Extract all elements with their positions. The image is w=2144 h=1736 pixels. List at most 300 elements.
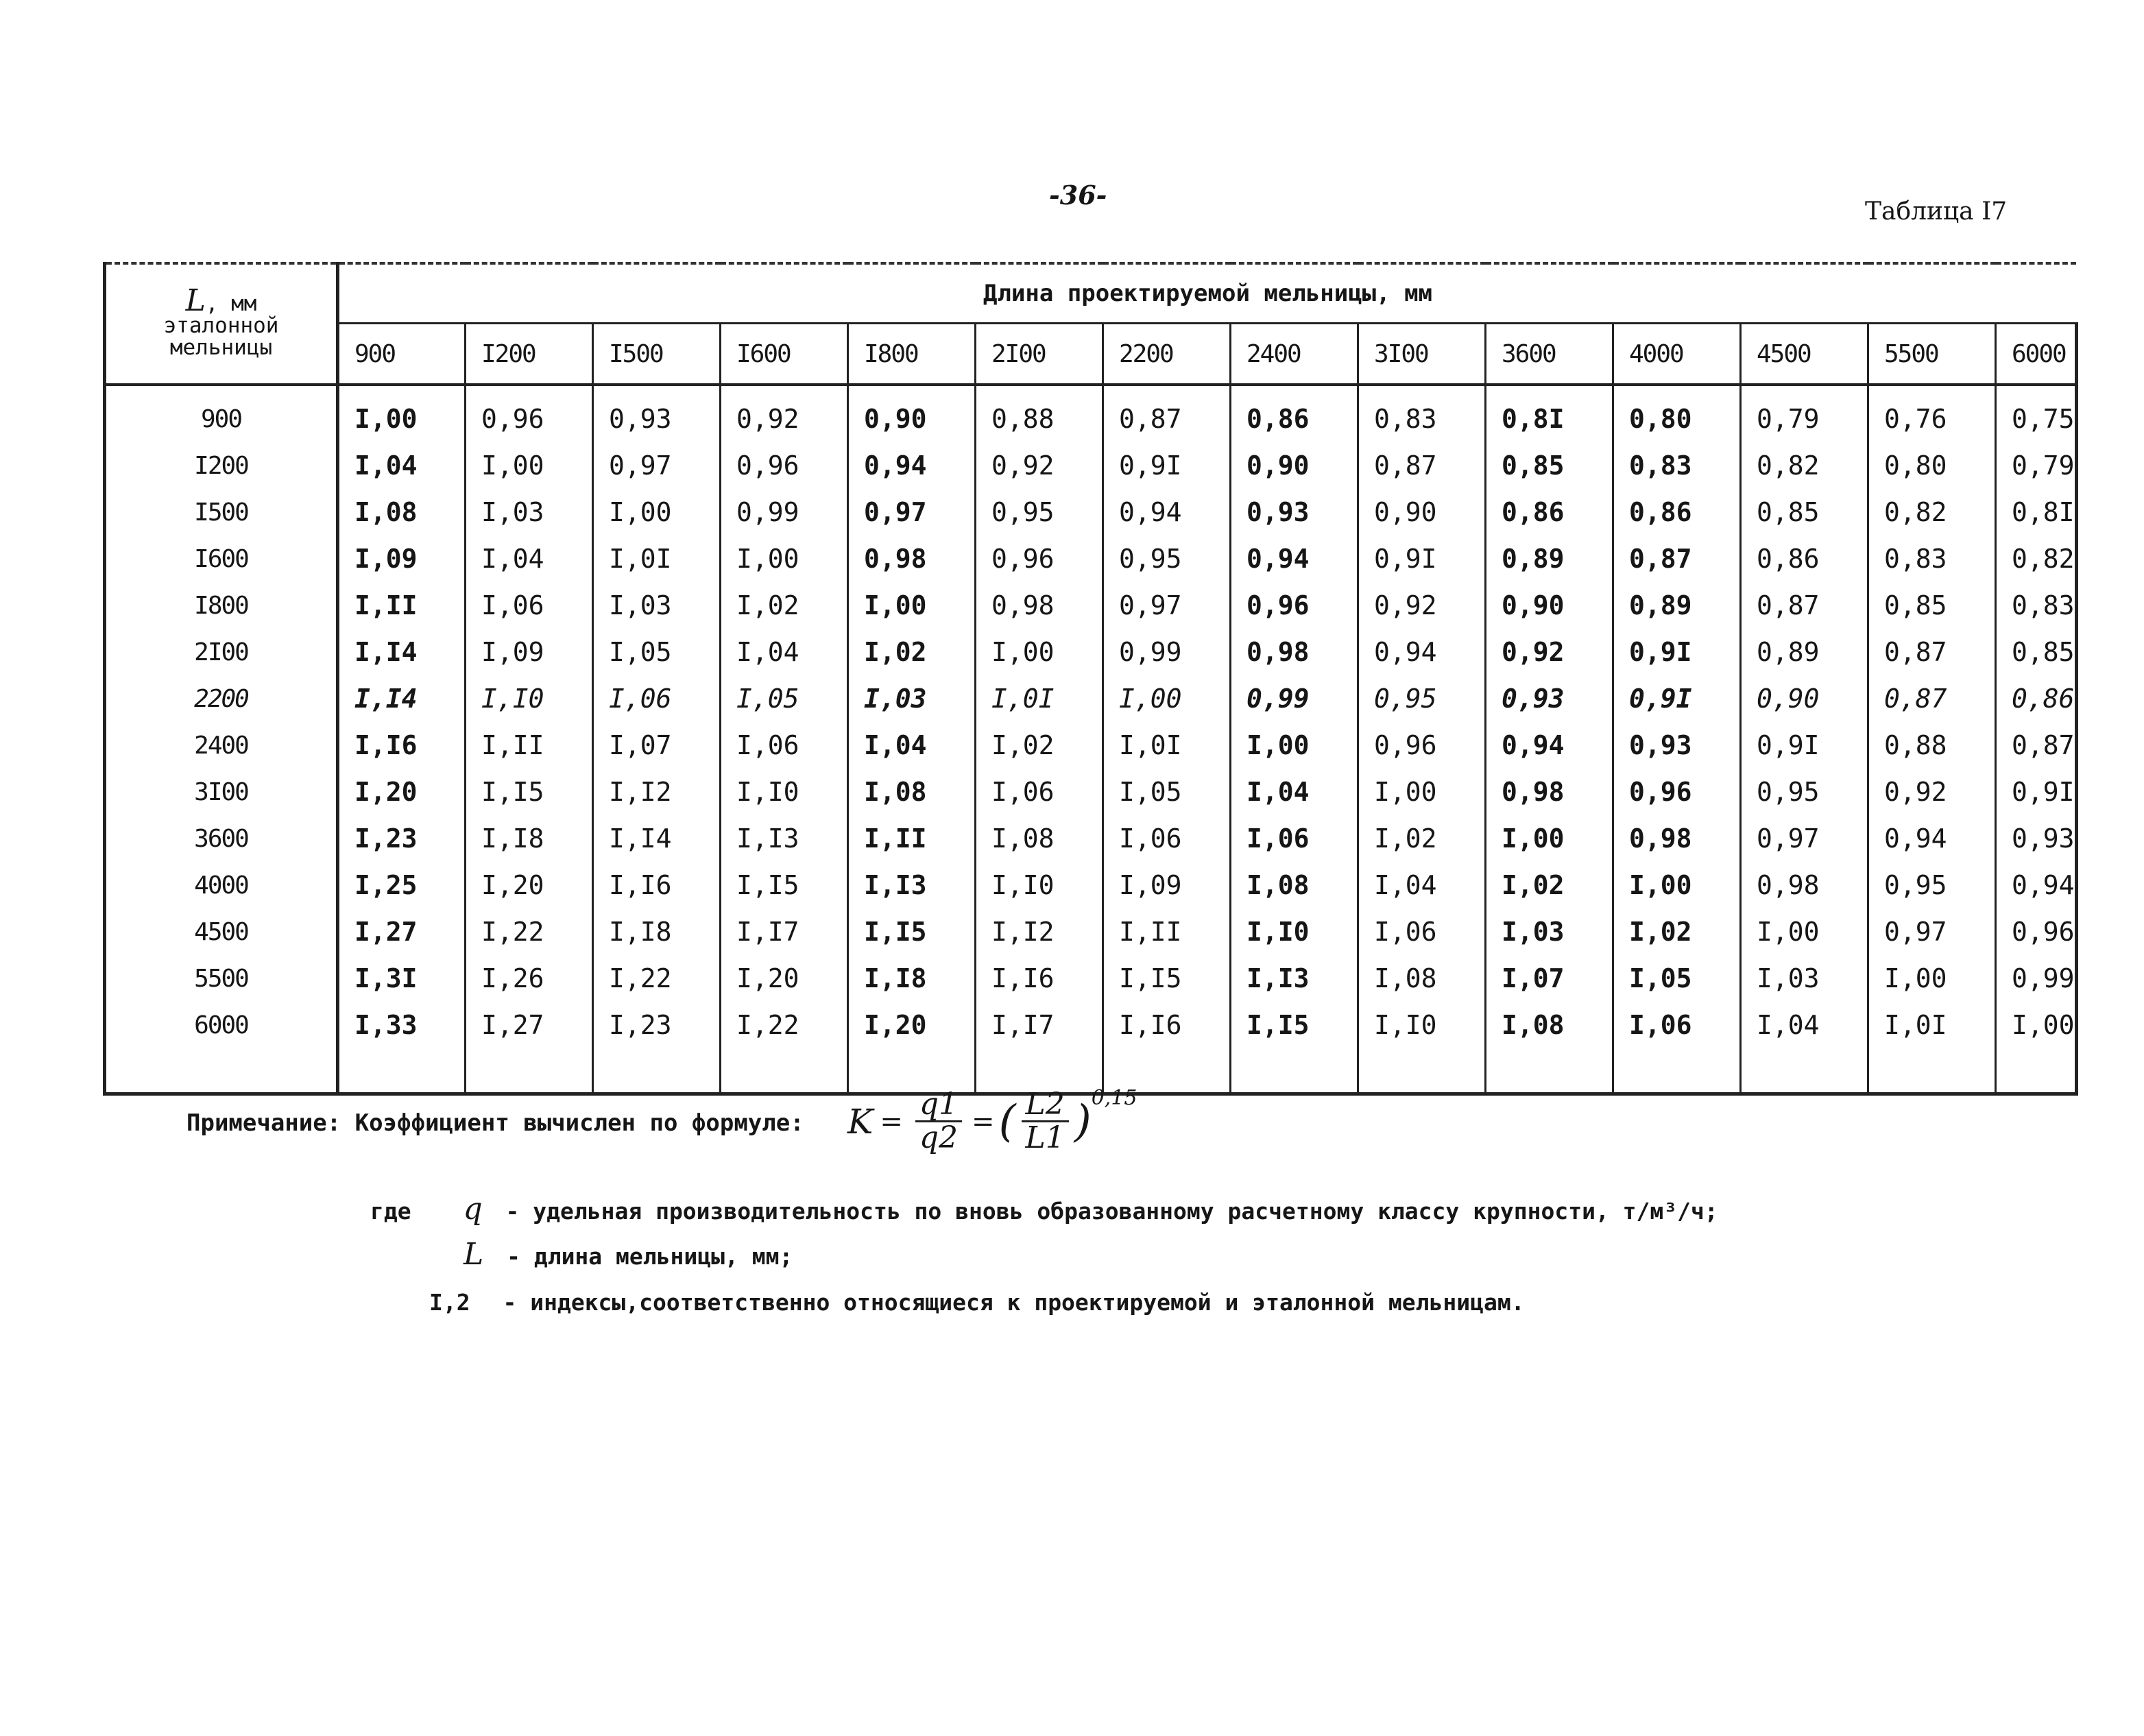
tail-cell [1868,1048,1996,1094]
table-cell: I,06 [1231,815,1358,862]
table-cell: I,20 [848,1002,976,1048]
where-q-symbol: q [463,1192,483,1227]
where-l-text: - длина мельницы, мм; [507,1243,793,1270]
column-header: 6000 [1996,324,2077,385]
spacer-cell [848,385,976,396]
table-tail-row [105,1048,2077,1094]
table-cell: 0,99 [1996,955,2077,1002]
table-cell: I,02 [1486,862,1613,908]
row-label: I500 [105,489,338,535]
where-l-symbol: L [463,1237,484,1272]
where-lead: где [370,1198,411,1225]
table-cell: I,05 [721,675,848,722]
table-cell: 0,80 [1613,396,1741,442]
tail-cell [1741,1048,1868,1094]
column-header: 2200 [1103,324,1231,385]
table-row [105,489,2077,535]
tail-cell [1231,1048,1358,1094]
corner-l-symbol: L [185,282,206,318]
table-cell: I,00 [1996,1002,2077,1048]
table-cell: I,07 [1486,955,1613,1002]
table-cell: 0,93 [1996,815,2077,862]
table-row [105,722,2077,769]
table-cell: 0,8I [1996,489,2077,535]
formula [847,1086,1137,1155]
table-cell: I,23 [593,1002,721,1048]
table-cell: 0,96 [1231,582,1358,629]
where-q-text: - удельная производительность по вновь образованному расчетному классу крупности, т/м³/ч; [505,1198,1718,1225]
row-label: 6000 [105,1002,338,1048]
table-cell: 0,95 [1741,769,1868,815]
table-cell: 0,9I [1358,535,1486,582]
row-label: 900 [105,396,338,442]
coefficient-table-wrapper [103,262,2078,1096]
coefficient-table [103,262,2078,1096]
table-cell: I,08 [1358,955,1486,1002]
table-cell: I,I8 [848,955,976,1002]
table-cell: I,I4 [593,815,721,862]
table-cell: 0,98 [1486,769,1613,815]
table-cell: I,II [848,815,976,862]
spacer-cell [1486,385,1613,396]
table-cell: I,I0 [721,769,848,815]
corner-line-3: мельницы [169,335,273,360]
table-cell: 0,97 [1103,582,1231,629]
table-cell: 0,76 [1868,396,1996,442]
table-cell: I,09 [466,629,593,675]
table-cell: I,06 [1358,908,1486,955]
table-cell: 0,94 [848,442,976,489]
table-cell: I,I0 [466,675,593,722]
table-cell: 0,99 [721,489,848,535]
column-header: 3I00 [1358,324,1486,385]
spacer-cell [1231,385,1358,396]
table-cell: I,00 [721,535,848,582]
table-cell: 0,94 [1358,629,1486,675]
spacer-cell [1103,385,1231,396]
table-cell: 0,96 [721,442,848,489]
table-cell: I,05 [1613,955,1741,1002]
table-cell: 0,94 [1103,489,1231,535]
table-cell: I,05 [1103,769,1231,815]
table-cell: I,I0 [1358,1002,1486,1048]
table-row [105,535,2077,582]
table-cell: I,04 [1231,769,1358,815]
table-cell: 0,92 [1868,769,1996,815]
formula-fraction-l [1022,1089,1069,1154]
table-cell: I,03 [1741,955,1868,1002]
table-cell: I,00 [1868,955,1996,1002]
table-cell: 0,93 [1486,675,1613,722]
table-cell: I,I5 [848,908,976,955]
table-cell: I,07 [593,722,721,769]
table-cell: I,04 [721,629,848,675]
table-row [105,815,2077,862]
table-cell: I,08 [1486,1002,1613,1048]
table-cell: 0,99 [1103,629,1231,675]
table-cell: I,23 [338,815,466,862]
table-cell: I,27 [466,1002,593,1048]
table-cell: 0,83 [1358,396,1486,442]
spacer-cell [1996,385,2077,396]
corner-line-2: эталонной [163,313,279,338]
row-label: 3600 [105,815,338,862]
table-cell: 0,88 [1868,722,1996,769]
table-cell: 0,93 [593,396,721,442]
table-cell: 0,83 [1996,582,2077,629]
table-cell: 0,82 [1741,442,1868,489]
table-cell: 0,86 [1613,489,1741,535]
table-cell: 0,9I [1613,629,1741,675]
table-cell: 0,90 [848,396,976,442]
table-cell: I,00 [1231,722,1358,769]
column-header: 2I00 [976,324,1103,385]
spacer-cell [976,385,1103,396]
table-cell: 0,87 [1741,582,1868,629]
tail-cell [1358,1048,1486,1094]
table-cell: I,00 [1103,675,1231,722]
table-row [105,582,2077,629]
table-row [105,955,2077,1002]
table-cell: 0,89 [1741,629,1868,675]
table-cell: 0,96 [1996,908,2077,955]
table-cell: I,I0 [976,862,1103,908]
table-cell: I,02 [1358,815,1486,862]
table-cell: I,03 [1486,908,1613,955]
table-cell: I,02 [1613,908,1741,955]
table-cell: I,04 [1741,1002,1868,1048]
table-cell: 0,95 [1358,675,1486,722]
table-cell: I,20 [466,862,593,908]
table-cell: 0,90 [1231,442,1358,489]
table-cell: 0,85 [1741,489,1868,535]
table-cell: 0,98 [1231,629,1358,675]
spacer-cell [593,385,721,396]
table-cell: I,06 [466,582,593,629]
table-cell: I,I4 [338,629,466,675]
where-line-q [370,1192,1718,1227]
table-cell: I,00 [1613,862,1741,908]
table-cell: 0,87 [1868,675,1996,722]
table-cell: 0,97 [593,442,721,489]
table-cell: I,33 [338,1002,466,1048]
table-cell: 0,86 [1486,489,1613,535]
table-cell: 0,87 [1996,722,2077,769]
table-cell: I,03 [593,582,721,629]
row-label: 4500 [105,908,338,955]
table-cell: 0,83 [1613,442,1741,489]
table-cell: 0,96 [976,535,1103,582]
column-header: 2400 [1231,324,1358,385]
table-cell: I,I6 [976,955,1103,1002]
row-label: I800 [105,582,338,629]
spacer-cell [1868,385,1996,396]
table-cell: 0,93 [1613,722,1741,769]
column-header: 4500 [1741,324,1868,385]
table-row [105,675,2077,722]
table-cell: I,0I [1868,1002,1996,1048]
table-cell: 0,9I [1613,675,1741,722]
row-label: 2200 [105,675,338,722]
table-cell: I,II [466,722,593,769]
table-cell: I,08 [976,815,1103,862]
table-cell: I,I5 [721,862,848,908]
formula-eq-2: = [972,1105,995,1137]
table-cell: I,08 [1231,862,1358,908]
note-text: Примечание: Коэффициент вычислен по формуле: [186,1109,804,1137]
table-cell: 0,94 [1231,535,1358,582]
table-row [105,629,2077,675]
table-cell: I,06 [721,722,848,769]
table-cell: 0,86 [1741,535,1868,582]
table-cell: 0,92 [721,396,848,442]
table-cell: 0,95 [1103,535,1231,582]
table-cell: 0,94 [1868,815,1996,862]
column-header: 900 [338,324,466,385]
table-cell: I,00 [1741,908,1868,955]
table-cell: 0,94 [1996,862,2077,908]
group-header: Длина проектируемой мельницы, мм [338,263,2077,324]
spacer-cell [1613,385,1741,396]
page-number: -36- [1049,180,1107,210]
corner-unit: , мм [205,291,257,316]
table-cell: 0,89 [1613,582,1741,629]
table-cell: I,08 [848,769,976,815]
table-cell: I,04 [338,442,466,489]
spacer-cell [338,385,466,396]
table-cell: I,02 [848,629,976,675]
table-row [105,908,2077,955]
column-header: I200 [466,324,593,385]
table-cell: I,II [1103,908,1231,955]
table-cell: I,25 [338,862,466,908]
table-cell: I,I3 [721,815,848,862]
formula-k: K [847,1101,874,1142]
table-cell: I,04 [848,722,976,769]
table-cell: I,27 [338,908,466,955]
table-cell: I,06 [593,675,721,722]
table-cell: 0,85 [1486,442,1613,489]
formula-rparen: ) [1074,1096,1092,1147]
table-cell: I,I7 [976,1002,1103,1048]
table-body [105,385,2077,1094]
table-spacer-row [105,385,2077,396]
table-cell: 0,85 [1996,629,2077,675]
table-cell: 0,96 [1613,769,1741,815]
table-cell: I,08 [338,489,466,535]
column-header-row [105,324,2077,385]
table-row [105,769,2077,815]
table-cell: 0,86 [1996,675,2077,722]
spacer-cell [1358,385,1486,396]
table-cell: 0,79 [1996,442,2077,489]
table-cell: I,09 [1103,862,1231,908]
formula-lparen: ( [998,1096,1016,1147]
formula-fraction-q [915,1089,962,1154]
table-cell: I,22 [466,908,593,955]
row-label: 5500 [105,955,338,1002]
tail-cell [1996,1048,2077,1094]
table-cell: 0,92 [976,442,1103,489]
table-row [105,396,2077,442]
table-cell: 0,82 [1868,489,1996,535]
table-cell: I,00 [338,396,466,442]
table-cell: 0,97 [1741,815,1868,862]
tail-cell [1486,1048,1613,1094]
tail-cell [466,1048,593,1094]
table-cell: 0,80 [1868,442,1996,489]
table-cell: 0,87 [1613,535,1741,582]
table-cell: I,I5 [466,769,593,815]
table-cell: 0,97 [848,489,976,535]
table-cell: I,I3 [848,862,976,908]
table-cell: I,03 [848,675,976,722]
table-cell: I,0I [976,675,1103,722]
where-line-l [463,1237,793,1272]
table-row [105,442,2077,489]
table-cell: 0,95 [1868,862,1996,908]
table-cell: I,00 [593,489,721,535]
table-cell: I,0I [1103,722,1231,769]
table-cell: I,09 [338,535,466,582]
table-cell: 0,87 [1358,442,1486,489]
table-cell: 0,8I [1486,396,1613,442]
table-cell: I,00 [466,442,593,489]
table-cell: 0,87 [1103,396,1231,442]
table-cell: I,20 [338,769,466,815]
spacer-cell [1741,385,1868,396]
table-cell: 0,9I [1996,769,2077,815]
table-cell: I,I7 [721,908,848,955]
table-cell: I,00 [976,629,1103,675]
table-cell: I,02 [976,722,1103,769]
table-cell: 0,98 [976,582,1103,629]
table-cell: 0,85 [1868,582,1996,629]
table-cell: 0,90 [1358,489,1486,535]
tail-cell [721,1048,848,1094]
table-cell: 0,98 [1741,862,1868,908]
table-cell: I,I6 [338,722,466,769]
tail-cell [1613,1048,1741,1094]
table-cell: I,3I [338,955,466,1002]
table-cell: 0,96 [466,396,593,442]
table-cell: I,03 [466,489,593,535]
table-row [105,1002,2077,1048]
table-cell: 0,98 [1613,815,1741,862]
table-cell: I,I3 [1231,955,1358,1002]
table-cell: 0,92 [1358,582,1486,629]
spacer-cell [105,385,338,396]
table-cell: I,20 [721,955,848,1002]
table-cell: 0,79 [1741,396,1868,442]
table-row [105,862,2077,908]
table-cell: I,00 [1358,769,1486,815]
column-header: 5500 [1868,324,1996,385]
spacer-cell [721,385,848,396]
table-cell: I,I2 [976,908,1103,955]
corner-header [105,263,338,385]
where-index-text: - индексы,соответственно относящиеся к проектируемой и эталонной мельницам. [503,1289,1525,1316]
table-cell: 0,90 [1741,675,1868,722]
table-caption: Таблица I7 [1865,197,2008,226]
table-cell: I,04 [1358,862,1486,908]
row-label: I200 [105,442,338,489]
table-cell: I,22 [593,955,721,1002]
table-cell: I,00 [1486,815,1613,862]
table-cell: 0,89 [1486,535,1613,582]
table-cell: I,I6 [1103,1002,1231,1048]
table-cell: 0,87 [1868,629,1996,675]
column-header: I500 [593,324,721,385]
table-cell: I,06 [1103,815,1231,862]
table-cell: 0,97 [1868,908,1996,955]
formula-num-q: q1 [915,1089,962,1122]
row-label: 3I00 [105,769,338,815]
tail-cell [338,1048,466,1094]
table-cell: 0,82 [1996,535,2077,582]
table-cell: I,05 [593,629,721,675]
where-index-symbol: I,2 [429,1289,470,1316]
table-cell: 0,75 [1996,396,2077,442]
table-cell: I,22 [721,1002,848,1048]
table-cell: I,00 [848,582,976,629]
tail-cell [593,1048,721,1094]
table-cell: 0,95 [976,489,1103,535]
table-cell: 0,98 [848,535,976,582]
row-label: I600 [105,535,338,582]
table-cell: 0,92 [1486,629,1613,675]
formula-den-q: q2 [919,1120,959,1155]
table-cell: 0,88 [976,396,1103,442]
column-header: I800 [848,324,976,385]
table-cell: 0,90 [1486,582,1613,629]
table-cell: 0,94 [1486,722,1613,769]
table-cell: I,I4 [338,675,466,722]
formula-exponent: 0,15 [1091,1086,1137,1110]
table-cell: 0,96 [1358,722,1486,769]
table-cell: I,0I [593,535,721,582]
table-cell: I,I0 [1231,908,1358,955]
formula-den-l: L1 [1025,1120,1065,1155]
row-label: 2400 [105,722,338,769]
spacer-cell [466,385,593,396]
table-cell: I,04 [466,535,593,582]
table-cell: I,I8 [466,815,593,862]
formula-num-l: L2 [1022,1089,1069,1122]
table-cell: 0,93 [1231,489,1358,535]
table-cell: 0,83 [1868,535,1996,582]
column-header: 3600 [1486,324,1613,385]
table-cell: I,I5 [1231,1002,1358,1048]
column-header: 4000 [1613,324,1741,385]
row-label: 2I00 [105,629,338,675]
table-cell: 0,99 [1231,675,1358,722]
table-cell: I,I2 [593,769,721,815]
table-cell: 0,86 [1231,396,1358,442]
table-cell: 0,9I [1103,442,1231,489]
table-cell: I,I8 [593,908,721,955]
table-cell: I,I5 [1103,955,1231,1002]
table-cell: I,26 [466,955,593,1002]
table-cell: I,I6 [593,862,721,908]
row-label: 4000 [105,862,338,908]
tail-cell [105,1048,338,1094]
table-cell: 0,9I [1741,722,1868,769]
formula-eq: = [880,1105,903,1137]
where-line-index [429,1289,1525,1316]
column-header: I600 [721,324,848,385]
table-cell: I,II [338,582,466,629]
